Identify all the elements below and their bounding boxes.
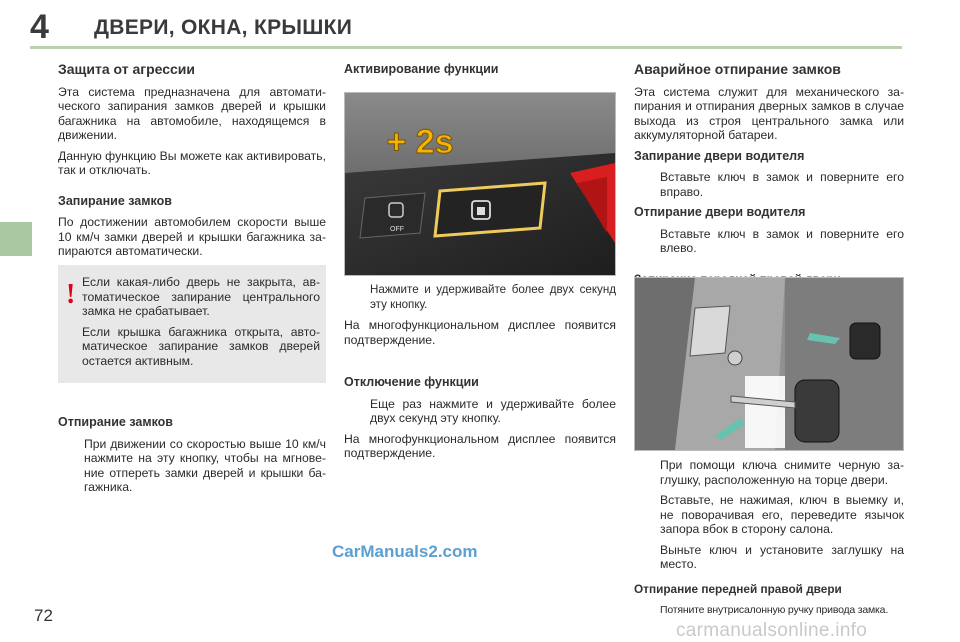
list-item: Нажмите и удерживайте более двух секунд эту кнопку. bbox=[344, 283, 616, 312]
section-title-emergency: Аварийное отпирание замков bbox=[634, 61, 841, 77]
off-label: OFF bbox=[390, 226, 404, 233]
footer-watermark: carmanualsonline.info bbox=[676, 620, 868, 641]
list-item: Вставьте ключ в замок и поверните его влево. bbox=[634, 227, 904, 256]
paragraph: Данную функцию Вы можете как активировать, так и отключать. bbox=[58, 148, 326, 177]
heading-unlocking: Отпирание замков bbox=[58, 415, 173, 429]
chapter-title: ДВЕРИ, ОКНА, КРЫШКИ bbox=[94, 16, 353, 39]
dashboard-illustration bbox=[345, 93, 615, 275]
bullet-marker-icon bbox=[58, 437, 84, 495]
column-middle-text bbox=[344, 283, 616, 467]
list-item: Вставьте, не нажимая, ключ в выемку и, не поворачивая его, переведите язычок запора вбок в сторону салона. bbox=[634, 493, 904, 537]
warning-text: Если какая-либо дверь не закрыта, автоматическое запирание центрального замка не срабатывает. bbox=[82, 275, 320, 318]
paragraph: На многофункциональном дисплее появится подтверждение. bbox=[344, 318, 616, 347]
bullet-marker-icon bbox=[634, 603, 660, 618]
warning-icon: ! bbox=[66, 279, 76, 310]
bullet-marker-icon bbox=[634, 458, 660, 487]
door-edge-illustration bbox=[635, 278, 903, 450]
bullet-marker-icon bbox=[344, 283, 370, 312]
chapter-side-tab bbox=[0, 222, 32, 256]
section-title-aggression: Защита от агрессии bbox=[58, 61, 196, 77]
paragraph: По достижении автомобилем скорости выше 10 км/ч замки дверей и крышки багажника запираются автоматически. bbox=[58, 215, 326, 258]
paragraph: Эта система предназначена для автоматического запирания замков дверей и крышки багажника на автомобиле, находящемся в движении. bbox=[58, 84, 326, 142]
list-item: Еще раз нажмите и удерживайте более двух секунд эту кнопку. bbox=[344, 397, 616, 426]
header-rule bbox=[30, 46, 902, 49]
bullet-marker-icon bbox=[634, 543, 660, 572]
warning-text: Если крышка багажника открыта, автоматическое запирание замков дверей остается активным. bbox=[82, 324, 320, 368]
heading-driver-lock: Запирание двери водителя bbox=[634, 148, 805, 163]
heading-activation: Активирование функции bbox=[344, 62, 499, 76]
column-left-bottom bbox=[58, 415, 326, 501]
door-lock-image bbox=[634, 277, 904, 451]
bullet-marker-icon bbox=[634, 493, 660, 537]
list-item: Вставьте ключ в замок и поверните его вправо. bbox=[634, 170, 904, 199]
list-item: При помощи ключа снимите черную заглушку, расположенную на торце двери. bbox=[634, 458, 904, 487]
list-item: Выньте ключ и установите заглушку на место. bbox=[634, 543, 904, 572]
list-item: При движении со скоростью выше 10 км/ч нажмите на эту кнопку, чтобы на мгновение отпереть замки дверей и крышки багажника. bbox=[58, 437, 326, 495]
bullet-marker-icon bbox=[344, 397, 370, 426]
list-item: Потяните внутрисалонную ручку привода замка. bbox=[634, 603, 904, 618]
heading-deactivation: Отключение функции bbox=[344, 375, 479, 389]
page-number: 72 bbox=[34, 606, 53, 625]
column-right bbox=[634, 62, 904, 293]
bullet-marker-icon bbox=[634, 227, 660, 256]
heading-locking: Запирание замков bbox=[58, 193, 172, 208]
warning-box bbox=[58, 265, 326, 383]
column-left bbox=[58, 62, 326, 265]
dashboard-button-image bbox=[344, 92, 616, 276]
column-middle bbox=[344, 62, 616, 84]
heading-front-right-unlock: Отпирание передней правой двери bbox=[634, 581, 842, 596]
watermark-text: CarManuals2.com bbox=[332, 542, 478, 561]
hold-duration-badge: + 2s bbox=[386, 123, 454, 161]
column-right-bottom bbox=[634, 458, 904, 624]
chapter-number: 4 bbox=[30, 8, 49, 46]
paragraph: Эта система служит для механического запирания и отпирания дверных замков в случае выхода из строя центрального замка или аккумуляторной батареи. bbox=[634, 84, 904, 142]
bullet-marker-icon bbox=[634, 170, 660, 199]
heading-driver-unlock: Отпирание двери водителя bbox=[634, 205, 806, 219]
paragraph: На многофункциональном дисплее появится подтверждение. bbox=[344, 431, 616, 460]
